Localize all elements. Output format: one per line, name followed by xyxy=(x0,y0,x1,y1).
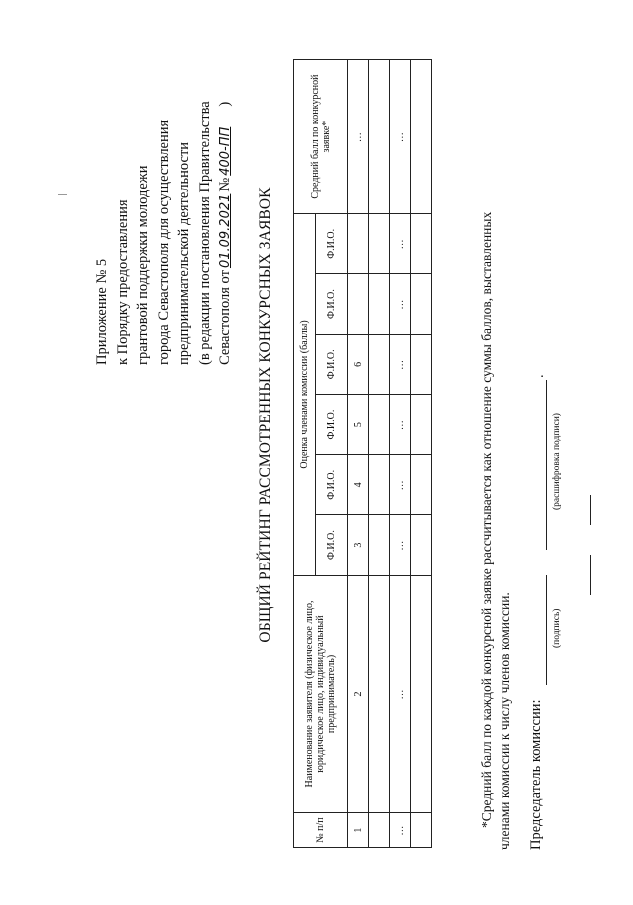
cell: … xyxy=(390,60,411,214)
cell xyxy=(411,214,432,274)
page-title: ОБЩИЙ РЕЙТИНГ РАССМОТРЕННЫХ КОНКУРСНЫХ ЗАЯВОК xyxy=(257,187,274,643)
name-line xyxy=(546,380,547,550)
header-member: Ф.И.О. xyxy=(316,214,348,274)
header-member: Ф.И.О. xyxy=(316,394,348,454)
pen-stroke xyxy=(590,555,591,595)
cell: 3 xyxy=(348,515,369,575)
cell xyxy=(411,575,432,813)
header-member: Ф.И.О. xyxy=(316,274,348,334)
cell: … xyxy=(390,575,411,813)
handwritten-number: 400-ПП xyxy=(218,126,233,176)
footnote-line: членами комиссии к числу членов комиссии. xyxy=(497,592,512,850)
cell xyxy=(411,274,432,334)
chairman-label: Председатель комиссии: xyxy=(528,699,544,850)
name-caption: (расшифровка подписи) xyxy=(552,413,562,510)
cell xyxy=(369,515,390,575)
cell xyxy=(411,334,432,394)
cell xyxy=(348,274,369,334)
cell xyxy=(369,575,390,813)
cell xyxy=(369,214,390,274)
table-row xyxy=(348,60,369,848)
cell: … xyxy=(390,394,411,454)
rating-table xyxy=(293,59,432,848)
header-member: Ф.И.О. xyxy=(316,515,348,575)
header-applicant: Наименование заявителя (физическое лицо, юридическое лицо, индивидуальный предприниматель) xyxy=(294,575,348,813)
signature-caption: (подпись) xyxy=(552,608,562,648)
cell: … xyxy=(390,515,411,575)
appendix-block xyxy=(92,101,237,365)
cell xyxy=(411,515,432,575)
cell xyxy=(411,455,432,515)
header-member: Ф.И.О. xyxy=(316,455,348,515)
footnote xyxy=(478,60,514,850)
handwritten-date: 01.09.2021 xyxy=(218,193,233,269)
cell: 5 xyxy=(348,394,369,454)
appendix-line-date xyxy=(215,101,237,365)
cell xyxy=(411,813,432,848)
cell: … xyxy=(348,60,369,214)
cell: … xyxy=(390,214,411,274)
table-row xyxy=(369,60,390,848)
table-row xyxy=(390,60,411,848)
cell xyxy=(369,813,390,848)
appendix-title: Приложение № 5 xyxy=(94,258,110,365)
appendix-line: города Севастополя для осуществления xyxy=(155,119,172,365)
appendix-line: к Порядку предоставления xyxy=(114,199,131,365)
cell: 4 xyxy=(348,455,369,515)
cell: … xyxy=(390,455,411,515)
appendix-line: (в редакции постановления Правительства xyxy=(196,101,213,365)
cell xyxy=(369,274,390,334)
appendix-line: предпринимательской деятельности xyxy=(176,141,192,365)
appendix-prefix: Севастополя от xyxy=(217,270,233,365)
cell xyxy=(411,394,432,454)
header-member: Ф.И.О. xyxy=(316,334,348,394)
header-num: № п/п xyxy=(294,813,348,848)
appendix-line: грантовой поддержки молодежи xyxy=(135,165,151,365)
table-row xyxy=(411,60,432,848)
cell: 6 xyxy=(348,334,369,394)
number-sign: № xyxy=(217,177,233,192)
cell xyxy=(369,455,390,515)
cell xyxy=(369,334,390,394)
cell xyxy=(411,60,432,214)
cell: … xyxy=(390,334,411,394)
signature-line xyxy=(546,575,547,685)
cell: 2 xyxy=(348,575,369,813)
cell xyxy=(369,394,390,454)
cell: … xyxy=(390,274,411,334)
pen-stroke xyxy=(590,495,591,525)
cell: 1 xyxy=(348,813,369,848)
footnote-line: *Средний балл по каждой конкурсной заявке рассчитывается как отношение суммы баллов, выставленных xyxy=(479,211,494,828)
cell xyxy=(348,214,369,274)
header-commission: Оценка членами комиссии (баллы) xyxy=(294,214,316,576)
cell xyxy=(369,60,390,214)
cell: … xyxy=(390,813,411,848)
appendix-close: ) xyxy=(217,101,233,107)
signature-block xyxy=(528,374,562,850)
header-average: Средний балл по конкурсной заявке* xyxy=(294,60,348,214)
end-dot: . xyxy=(531,374,547,378)
